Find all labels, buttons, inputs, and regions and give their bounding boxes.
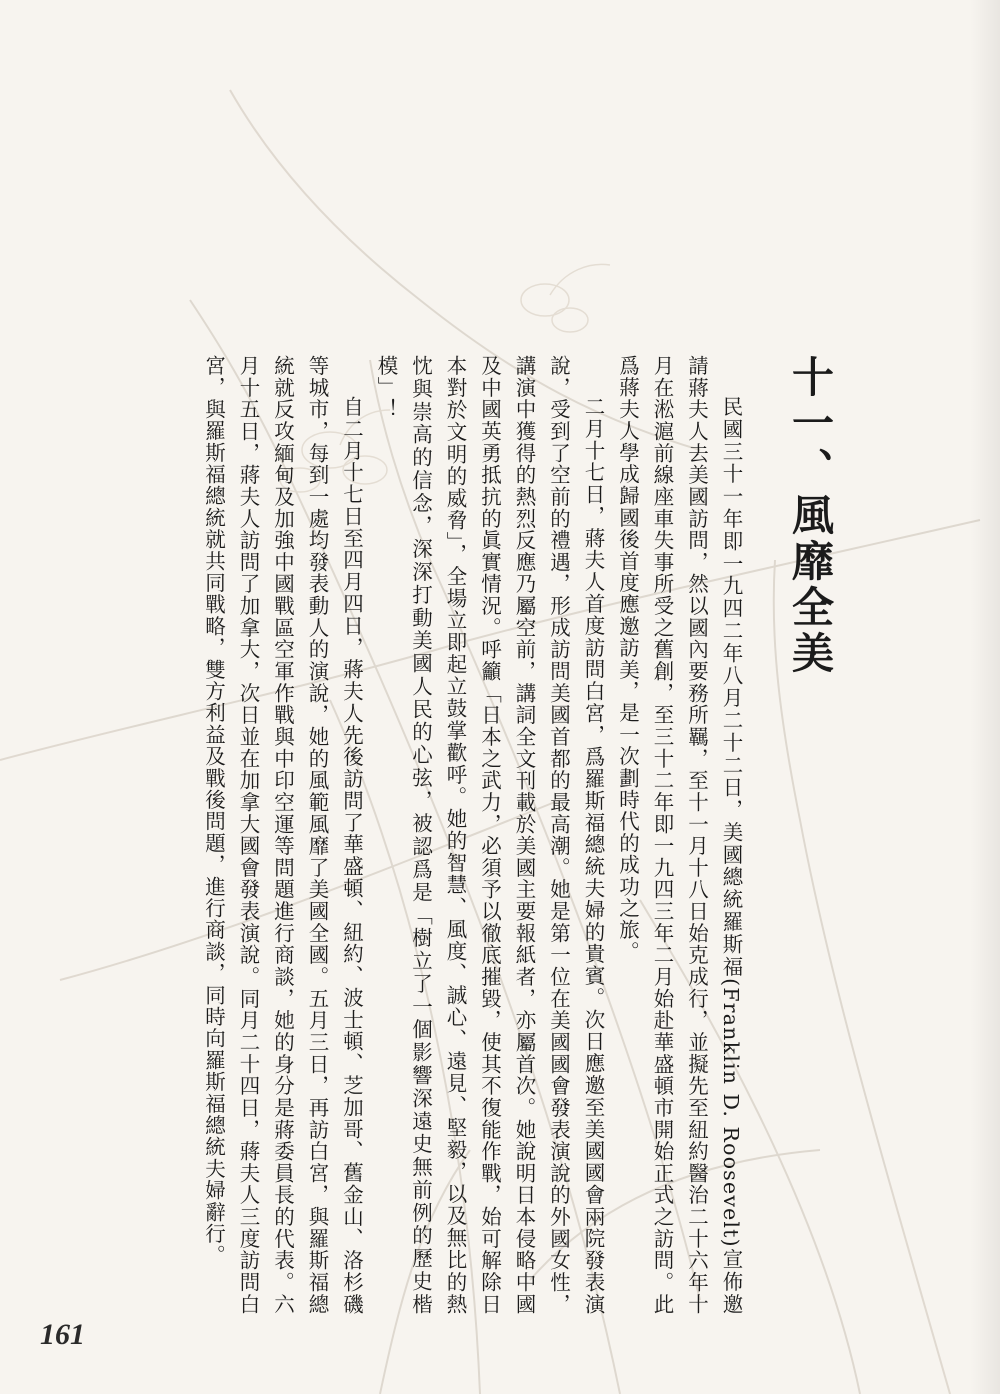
paragraph-3: 自二月十七日至四月四日，蔣夫人先後訪問了華盛頓、紐約、波士頓、芝加哥、舊金山、洛杉磯等城市，每到一處均發表動人的演說，她的風範風靡了美國全國。五月三日，再訪白宮，與羅斯福總統就反攻緬甸及加強中國戰區空軍作戰與中印空運等問題進行商談，她的身分是蔣委員長的代表。六月十五日，蔣夫人訪問了加拿大，次日並在加拿大國會發表演說。同月二十四日，蔣夫人三度訪問白宮，與羅斯福總統就共同戰略，雙方利益及戰後問題，進行商談，同時向羅斯福總統夫婦辭行。 bbox=[201, 355, 364, 1315]
chapter-title: 十一、風靡全美 bbox=[786, 355, 835, 677]
paragraph-1: 民國三十一年即一九四二年八月二十二日，美國總統羅斯福(Franklin D. Roosevelt)宣佈邀請蔣夫人去美國訪問，然以國內要務所羈，至十一月十八日始克成行，並擬先至紐約醫治二十六年十月在淞滬前線座車失事所受之舊創，至三十二年即一九四三年二月始赴華盛頓市開始正式之訪問。此爲蔣夫人學成歸國後首度應邀訪美，是一次劃時代的成功之旅。 bbox=[615, 355, 743, 1315]
paragraph-2: 二月十七日，蔣夫人首度訪問白宮，爲羅斯福總統夫婦的貴賓。次日應邀至美國國會兩院發表演說，受到了空前的禮遇，形成訪問美國首都的最高潮。她是第一位在美國國會發表演說的外國女性，講演中獲得的熱烈反應乃屬空前，講詞全文刊載於美國主要報紙者，亦屬首次。她說明日本侵略中國及中國英勇抵抗的眞實情況。呼籲「日本之武力，必須予以徹底摧毀，使其不復能作戰，始可解除日本對於文明的威脅」，全場立即起立鼓掌歡呼。她的智慧、風度、誠心、遠見、堅毅，以及無比的熱忱與崇高的信念，深深打動美國人民的心弦，被認爲是「樹立了一個影響深遠史無前例的歷史楷模」！ bbox=[374, 355, 605, 1315]
page-number: 161 bbox=[40, 1318, 85, 1351]
page-edge-shadow bbox=[970, 0, 1000, 1394]
vertical-text-block bbox=[196, 355, 850, 1315]
